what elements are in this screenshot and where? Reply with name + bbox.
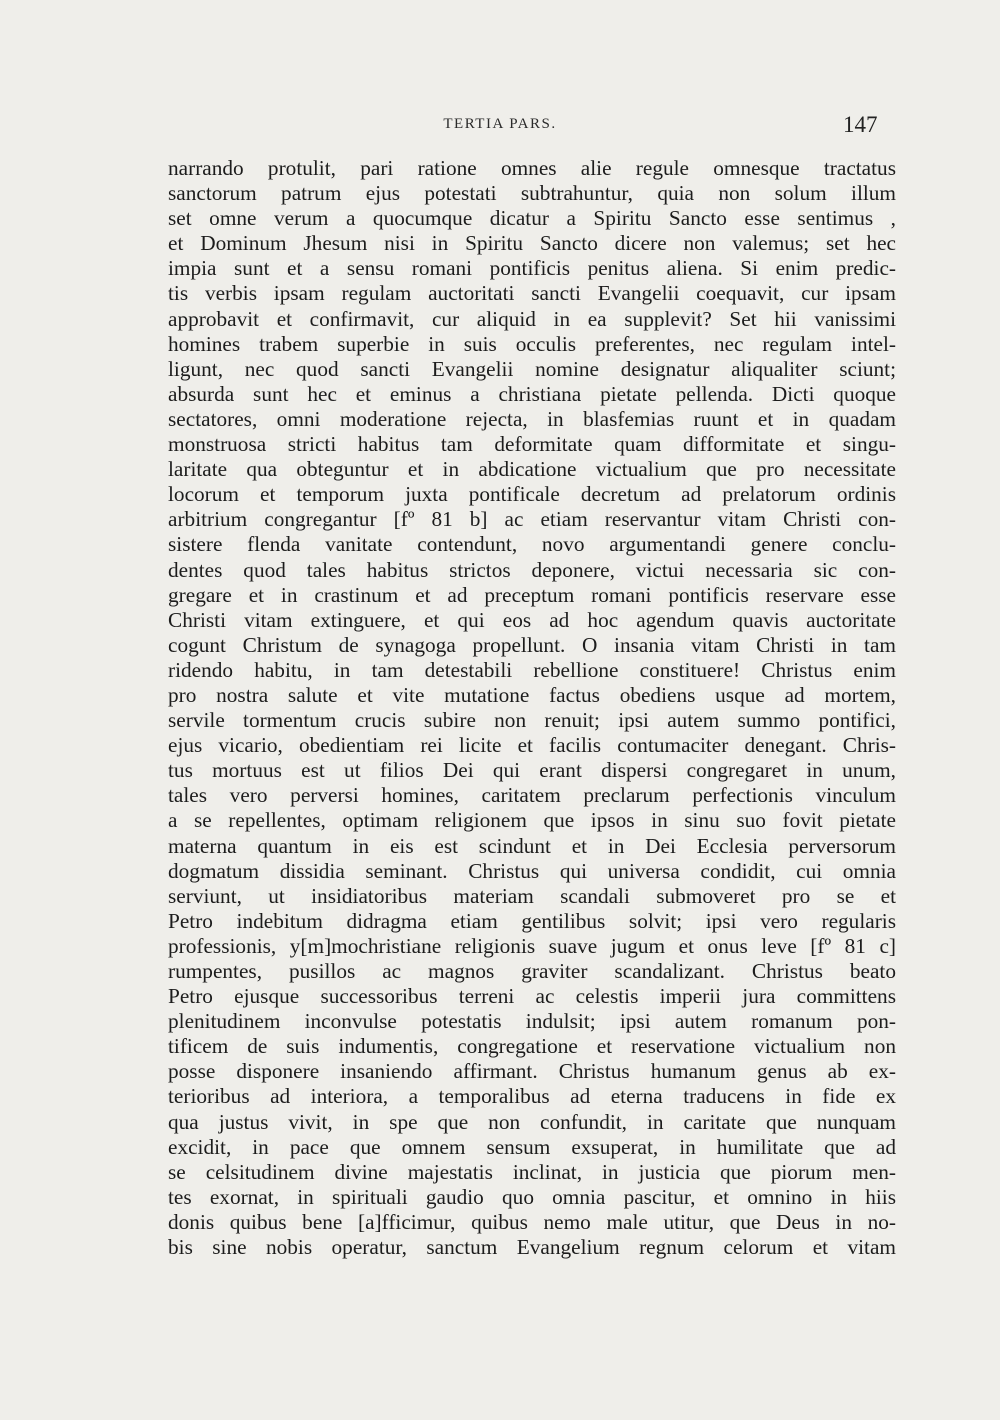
text-line: a se repellentes, optimam religionem que ipsos in sinu suo fovit pietate bbox=[168, 808, 896, 833]
text-line: Petro indebitum didragma etiam gentilibus solvit; ipsi vero regularis bbox=[168, 908, 896, 933]
text-line: narrando protulit, pari ratione omnes alie regule omnesque tractatus bbox=[168, 156, 896, 180]
text-line: gregare et in crastinum et ad preceptum romani pontificis reservare esse bbox=[168, 582, 896, 607]
text-line: monstruosa stricti habitus tam deformitate quam difformitate et singu- bbox=[168, 432, 896, 457]
text-line: approbavit et confirmavit, cur aliquid in ea supplevit? Set hii vanissimi bbox=[168, 306, 896, 331]
text-line: tis verbis ipsam regulam auctoritati sancti Evangelii coequavit, cur ipsam bbox=[168, 281, 896, 306]
text-line: sistere flenda vanitate contendunt, novo argumentandi genere conclu- bbox=[168, 532, 896, 557]
text-line: serviunt, ut insidiatoribus materiam scandali submoveret pro se et bbox=[168, 883, 896, 908]
text-line: laritate qua obteguntur et in abdicatione victualium que pro necessitate bbox=[168, 457, 896, 482]
text-line: Christi vitam extinguere, et qui eos ad hoc agendum quavis auctoritate bbox=[168, 607, 896, 632]
page-header bbox=[0, 112, 1000, 142]
text-line: plenitudinem inconvulse potestatis indulsit; ipsi autem romanum pon- bbox=[168, 1009, 896, 1034]
text-line: excidit, in pace que omnem sensum exsuperat, in humilitate que ad bbox=[168, 1134, 896, 1159]
text-line: tificem de suis indumentis, congregatione et reservatione victualium non bbox=[168, 1034, 896, 1059]
body-text bbox=[168, 156, 896, 1260]
text-line: tes exornat, in spirituali gaudio quo omnia pascitur, et omnino in hiis bbox=[168, 1184, 896, 1209]
text-line: absurda sunt hec et eminus a christiana pietate pellenda. Dicti quoque bbox=[168, 381, 896, 406]
text-line: ejus vicario, obedientiam rei licite et facilis contumaciter denegant. Chris- bbox=[168, 733, 896, 758]
text-line: professionis, y[m]mochristiane religionis suave jugum et onus leve [fº 81 c] bbox=[168, 933, 896, 958]
running-head: TERTIA PARS. bbox=[443, 116, 557, 132]
text-line: bis sine nobis operatur, sanctum Evangelium regnum celorum et vitam bbox=[168, 1235, 896, 1260]
text-line: materna quantum in eis est scindunt et in Dei Ecclesia perversorum bbox=[168, 833, 896, 858]
text-line: arbitrium congregantur [fº 81 b] ac etiam reservantur vitam Christi con- bbox=[168, 507, 896, 532]
text-line: donis quibus bene [a]fficimur, quibus nemo male utitur, que Deus in no- bbox=[168, 1209, 896, 1234]
text-line: ridendo habitu, in tam detestabili rebellione constituere! Christus enim bbox=[168, 657, 896, 682]
text-line: se celsitudinem divine majestatis inclinat, in justicia que piorum men- bbox=[168, 1159, 896, 1184]
text-line: ligunt, nec quod sancti Evangelii nomine designatur aliqualiter sciunt; bbox=[168, 356, 896, 381]
text-line: terioribus ad interiora, a temporalibus ad eterna traducens in fide ex bbox=[168, 1084, 896, 1109]
text-line: posse disponere insaniendo affirmant. Christus humanum genus ab ex- bbox=[168, 1059, 896, 1084]
text-line: et Dominum Jhesum nisi in Spiritu Sancto dicere non valemus; set hec bbox=[168, 231, 896, 256]
text-line: set omne verum a quocumque dicatur a Spiritu Sancto esse sentimus , bbox=[168, 206, 896, 231]
text-line: tales vero perversi homines, caritatem preclarum perfectionis vinculum bbox=[168, 783, 896, 808]
text-line: dentes quod tales habitus strictos deponere, victui necessaria sic con- bbox=[168, 557, 896, 582]
text-line: impia sunt et a sensu romani pontificis penitus aliena. Si enim predic- bbox=[168, 256, 896, 281]
text-line: cogunt Christum de synagoga propellunt. O insania vitam Christi in tam bbox=[168, 632, 896, 657]
text-line: servile tormentum crucis subire non renuit; ipsi autem summo pontifici, bbox=[168, 708, 896, 733]
text-line: sectatores, omni moderatione rejecta, in blasfemias ruunt et in quadam bbox=[168, 406, 896, 431]
text-line: pro nostra salute et vite mutatione factus obediens usque ad mortem, bbox=[168, 682, 896, 707]
text-line: qua justus vivit, in spe que non confundit, in caritate que nunquam bbox=[168, 1109, 896, 1134]
text-line: Petro ejusque successoribus terreni ac celestis imperii jura committens bbox=[168, 984, 896, 1009]
text-line: dogmatum dissidia seminant. Christus qui universa condidit, cui omnia bbox=[168, 858, 896, 883]
page-number: 147 bbox=[843, 112, 878, 137]
text-line: sanctorum patrum ejus potestati subtrahuntur, quia non solum illum bbox=[168, 181, 896, 206]
text-line: homines trabem superbie in suis occulis preferentes, nec regulam intel- bbox=[168, 331, 896, 356]
text-line: rumpentes, pusillos ac magnos graviter scandalizant. Christus beato bbox=[168, 959, 896, 983]
text-line: locorum et temporum juxta pontificale decretum ad prelatorum ordinis bbox=[168, 482, 896, 507]
text-line: tus mortuus est ut filios Dei qui erant dispersi congregaret in unum, bbox=[168, 758, 896, 783]
